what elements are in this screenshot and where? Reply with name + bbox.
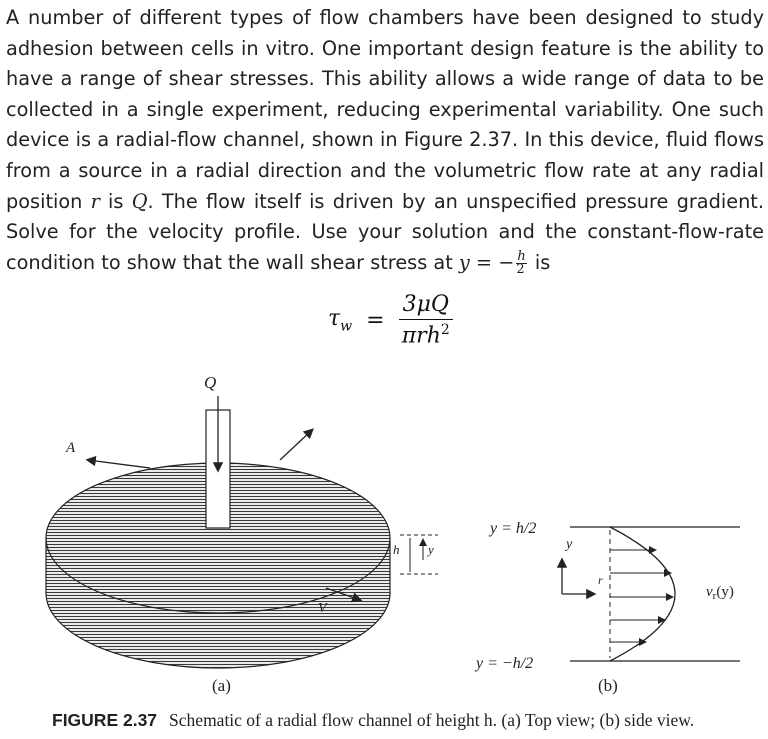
label-y-axis: y [566,537,573,552]
eq-denominator: πrh$^2$ [401,322,450,349]
label-V: V [318,601,327,616]
radial-channel-top-view [46,373,438,668]
shear-stress-equation [328,292,453,348]
inline-equation: y = − [458,250,515,274]
figure-2-37 [0,360,768,705]
parabolic-profile [610,527,675,661]
caption-label: FIGURE 2.37 [52,710,158,730]
label-Q: Q [204,373,217,392]
problem-line-5: device is a radial-flow channel, shown in Figure 2.37. In this device, fluid flows [6,128,764,152]
label-h: h [393,542,400,557]
var-Q: Q [131,189,148,213]
problem-line-6: from a source in a radial direction and the volumetric flow rate at any radial [6,158,764,182]
figure-caption [52,710,694,731]
side-view-profile [474,520,740,672]
problem-line-2: adhesion between cells in vitro. One important design feature is the ability to [6,36,764,60]
problem-line-8: Solve for the velocity profile. Use your solution and the constant-flow-rate [6,220,764,244]
label-y-lower: y = −h/2 [476,655,534,672]
eq-numerator: 3μQ [399,292,453,320]
eq-fraction [399,292,453,348]
eq-equals: = [366,307,385,333]
outflow-arrow-right [280,430,312,460]
problem-line-9: condition to show that the wall shear stress at y = − $\frac{h}{2}$ is [6,248,551,277]
inline-fraction: $\frac{h}{2}$ [516,248,526,277]
sublabel-a: (a) [212,676,231,695]
problem-line-1: A number of different types of flow chambers have been designed to study [6,6,764,29]
label-vr: $v_r(y)$ [706,584,734,602]
var-r: r [90,189,100,213]
eq-lhs: $\tau_w$ [328,305,353,335]
problem-line-4: collected in a single experiment, reducing experimental variability. One such [6,97,764,121]
sublabel-b: (b) [598,676,618,695]
problem-text [6,3,764,278]
label-r-axis: r [598,573,603,587]
label-y-small: y [428,542,434,557]
problem-line-3: have a range of shear stresses. This ability allows a wide range of data to be [6,67,764,91]
caption-text: Schematic of a radial flow channel of height h. (a) Top view; (b) side view. [169,710,695,730]
outflow-arrow-left [88,460,150,468]
label-A: A [66,440,76,456]
problem-line-7: position r is Q. The flow itself is driven by an unspecified pressure gradient. [6,189,764,213]
label-y-upper: y = h/2 [490,520,537,537]
